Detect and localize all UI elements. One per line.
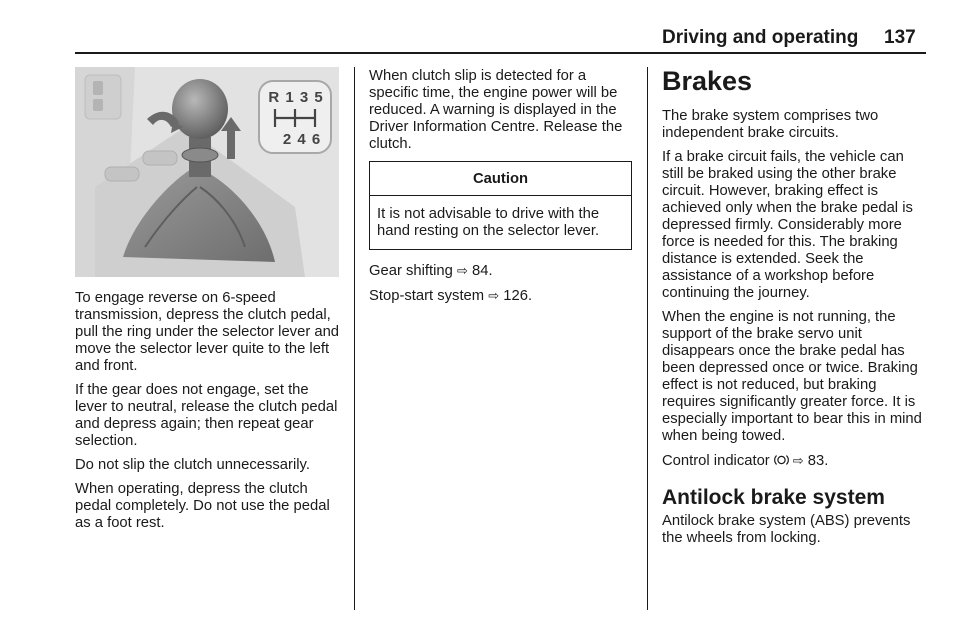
gear-lever-illustration (75, 67, 339, 277)
paragraph: Antilock brake system (ABS) prevents the wheels from locking. (662, 513, 911, 546)
caution-text: It is not advisable to drive with the hand resting on the selector lever. (377, 206, 600, 239)
stop-start-reference[interactable] (369, 287, 632, 305)
right-column (662, 66, 928, 554)
page-number: 137 (884, 27, 916, 48)
reference-page: 83. (807, 453, 829, 469)
paragraph: When operating, depress the clutch pedal completely. Do not use the pedal as a foot rest. (75, 481, 330, 531)
reference-label: Control indicator (662, 453, 770, 469)
reference-page: 84. (472, 263, 493, 279)
column-divider (354, 67, 355, 610)
section-title: Driving and operating (662, 27, 859, 48)
reference-label: Gear shifting (369, 263, 453, 279)
page-reference-arrow-icon: ⇨ (792, 453, 804, 468)
control-indicator-reference[interactable] (662, 452, 928, 470)
paragraph: If the gear does not engage, set the lever to neutral, release the clutch pedal and depress again; then repeat gear selection. (75, 382, 338, 449)
brakes-heading: Brakes (662, 66, 753, 96)
caution-box (369, 161, 632, 250)
brake-warning-icon (774, 452, 793, 468)
page-reference-arrow-icon: ⇨ (457, 263, 468, 278)
shift-pattern-bottom-label: 2 4 6 (282, 131, 322, 148)
paragraph: When clutch slip is detected for a specific time, the engine power will be reduced. A warning is displayed in the Driver Information Centre. Release the clutch. (369, 68, 623, 152)
caution-title: Caution (370, 162, 631, 196)
paragraph: When the engine is not running, the support of the brake servo unit disappears once the brake pedal has been depressed once or twice. Braking effect is not reduced, but braking requires significantly greater force. It is especially important to bear this in mind when being towed. (662, 309, 922, 444)
header-rule (75, 52, 926, 54)
column-divider (647, 67, 648, 610)
gear-shifting-reference[interactable] (369, 262, 632, 280)
paragraph: If a brake circuit fails, the vehicle can still be braked using the other brake circuit. However, braking effect is achieved only when the brake pedal is depressed firmly. Considerably more force is needed for this. The braking distance is extended. Seek the assistance of a workshop before continuing the journey. (662, 149, 913, 301)
reference-page: 126. (503, 288, 533, 304)
abs-heading: Antilock brake system (662, 486, 885, 509)
shift-pattern-top-label: R 1 3 5 (268, 89, 324, 106)
reference-label: Stop-start system (369, 288, 485, 304)
paragraph: The brake system comprises two independent brake circuits. (662, 108, 879, 141)
paragraph: To engage reverse on 6-speed transmission, depress the clutch pedal, pull the ring under the selector lever and move the selector lever quite to the left and front. (75, 290, 340, 374)
left-column (75, 290, 343, 539)
middle-column (369, 68, 632, 312)
paragraph: Do not slip the clutch unnecessarily. (75, 457, 310, 473)
page-reference-arrow-icon: ⇨ (488, 288, 500, 303)
